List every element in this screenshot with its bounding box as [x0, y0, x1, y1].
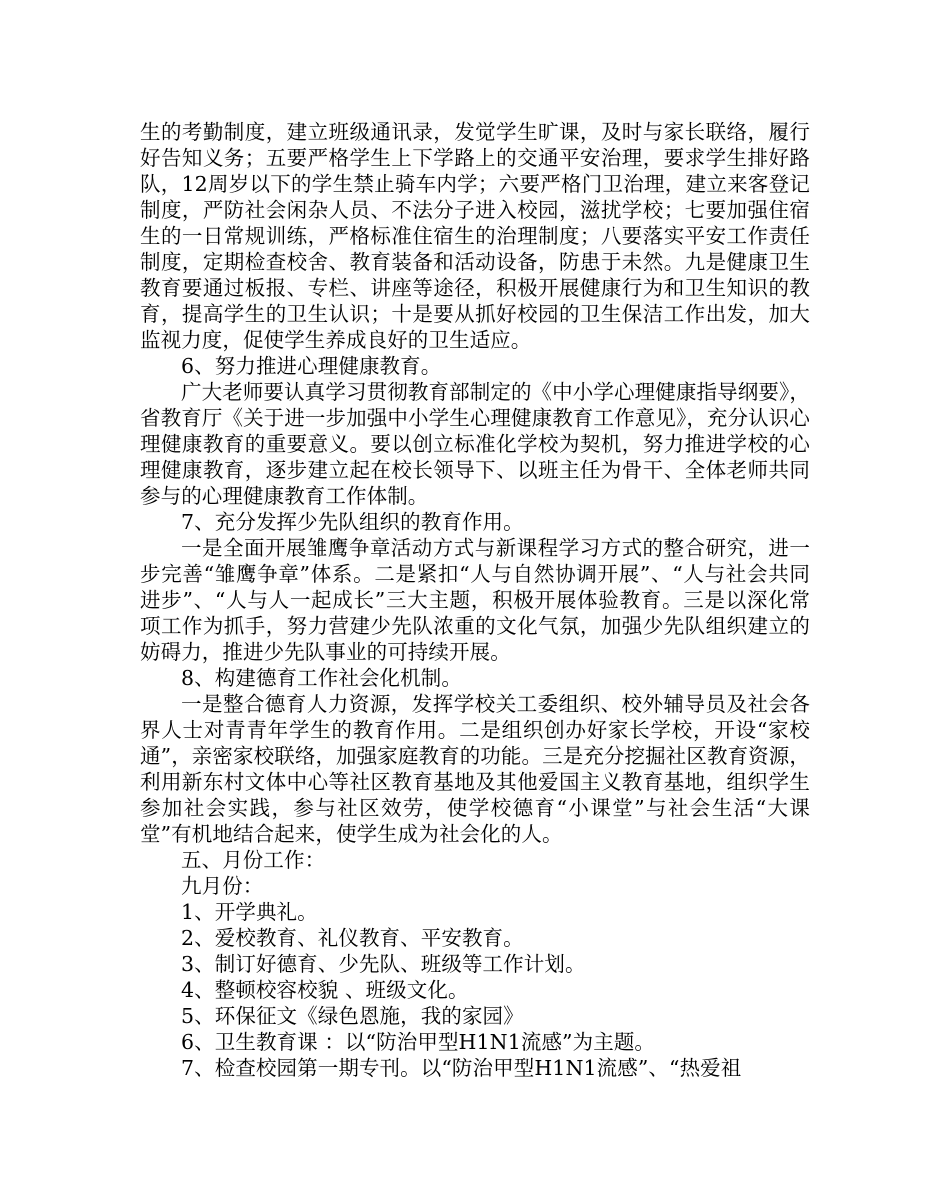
month-heading-september: 九月份：: [181, 874, 264, 898]
paragraph-safety-management: 生的考勤制度，建立班级通讯录，发觉学生旷课，及时与家长联络，履行好告知义务；五要严格学生上下学路上的交通平安治理，要求学生排好路队，12周岁以下的学生禁止骑车内学；六要严格门卫治理，建立来客登记制度，严防社会闲杂人员、不法分子进入校园，滋扰学校；七要加强住宿生的一日常规训练，严格标准住宿生的治理制度；八要落实平安工作责任制度，定期检查校舍、教育装备和活动设备，防患于未然。九是健康卫生教育要通过板报、专栏、讲座等途径，积极开展健康行为和卫生知识的教育，提高学生的卫生认识；十是要从抓好校园的卫生保洁工作出发，加大监视力度，促使学生养成良好的卫生适应。: [140, 120, 810, 352]
list-item: 2、爱校教育、礼仪教育、平安教育。: [181, 926, 524, 950]
document-page: [140, 119, 810, 1081]
list-item: 5、环保征文《绿色恩施，我的家园》: [181, 1004, 524, 1028]
heading-mental-health: 6、努力推进心理健康教育。: [181, 354, 442, 378]
list-item: 6、卫生教育课 ：以“防治甲型H1N1流感”为主题。: [181, 1030, 656, 1054]
list-item: 7、检查校园第一期专刊。以“防治甲型H1N1流感”、“热爱祖: [181, 1056, 742, 1080]
section-heading-monthly-work: 五、月份工作：: [181, 848, 326, 872]
heading-socialization: 8、构建德育工作社会化机制。: [181, 666, 462, 690]
list-item: 1、开学典礼。: [181, 900, 318, 924]
list-item: 4、整顿校容校貌 、班级文化。: [181, 978, 469, 1002]
paragraph-young-pioneers: 一是全面开展雏鹰争章活动方式与新课程学习方式的整合研究，进一步完善“雏鹰争章”体系。二是紧扣“人与自然协调开展”、“人与社会共同进步”、“人与人一起成长”三大主题，积极开展体验教育。三是以深化常项工作为抓手，努力营建少先队浓重的文化气氛，加强少先队组织建立的妨碍力，推进少先队事业的可持续开展。: [140, 536, 810, 664]
heading-young-pioneers: 7、充分发挥少先队组织的教育作用。: [181, 510, 524, 534]
list-item: 3、制订好德育、少先队、班级等工作计划。: [181, 952, 586, 976]
paragraph-socialization: 一是整合德育人力资源，发挥学校关工委组织、校外辅导员及社会各界人士对青青年学生的教育作用。二是组织创办好家长学校，开设“家校通”，亲密家校联络，加强家庭教育的功能。三是充分挖掘社区教育资源，利用新东村文体中心等社区教育基地及其他爱国主义教育基地，组织学生参加社会实践，参与社区效劳，使学校德育“小课堂”与社会生活“大课堂”有机地结合起来，使学生成为社会化的人。: [140, 692, 810, 846]
paragraph-mental-health: 广大老师要认真学习贯彻教育部制定的《中小学心理健康指导纲要》，省教育厅《关于进一步加强中小学生心理健康教育工作意见》，充分认识心理健康教育的重要意义。要以创立标准化学校为契机，努力推进学校的心理健康教育，逐步建立起在校长领导下、以班主任为骨干、全体老师共同参与的心理健康教育工作体制。: [140, 380, 810, 508]
